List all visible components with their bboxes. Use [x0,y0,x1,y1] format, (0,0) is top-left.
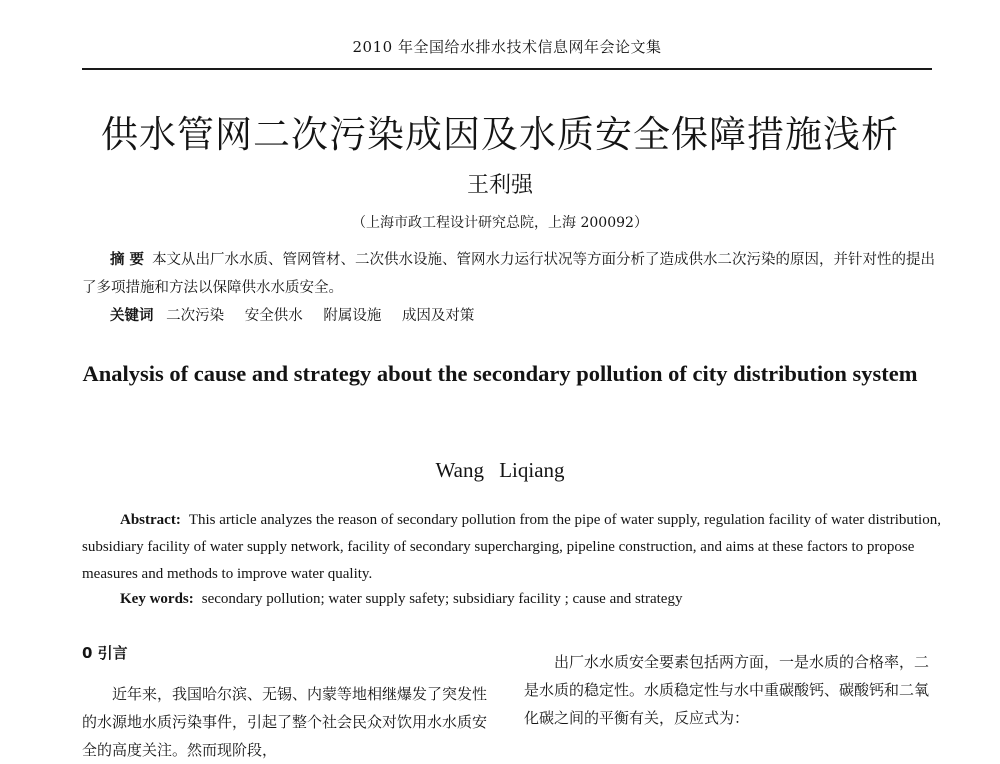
header-divider [82,68,932,70]
body-text-left-column: 近年来，我国哈尔滨、无锡、内蒙等地相继爆发了突发性的水源地水质污染事件，引起了整个社会民众对饮用水水质安全的高度关注。然而现阶段， [82,685,488,759]
abstract-en-text: This article analyzes the reason of secondary pollution from the pipe of water supply, regulation facility of water distribution, subsidiary facility of water supply network, facility of secondary supercharging, pipeline construction, and aims at these factors to propose measures and methods to improve water quality. [82,512,941,582]
paper-title-en: Analysis of cause and strategy about the secondary pollution of city distribution system [82,361,918,386]
keyword-cn: 二次污染 [166,308,225,324]
keyword-cn: 成因及对策 [401,308,475,324]
abstract-cn-label: 摘 要 [110,252,145,268]
abstract-en [82,507,942,588]
keywords-en-label: Key words: [120,591,194,607]
abstract-cn [82,246,942,302]
author-en: Wang Liqiang [435,458,565,482]
keywords-en [120,591,940,608]
affiliation-cn: （上海市政工程设计研究总院，上海 200092） [352,215,648,231]
paper-title-cn: 供水管网二次污染成因及水质安全保障措施浅析 [101,113,899,156]
keywords-cn [110,304,940,325]
keyword-cn: 安全供水 [244,308,303,324]
keywords-cn-label: 关键词 [110,308,154,324]
keyword-cn: 附属设施 [323,308,382,324]
author-cn: 王利强 [466,173,533,198]
section-heading: 0 引言 [82,644,128,662]
keywords-en-text: secondary pollution; water supply safety; subsidiary facility ; cause and strategy [201,591,683,607]
abstract-cn-text: 本文从出厂水水质、管网管材、二次供水设施、管网水力运行状况等方面分析了造成供水二次污染的原因，并针对性的提出了多项措施和方法以保障供水水质安全。 [82,252,936,296]
abstract-en-label: Abstract: [120,512,181,528]
body-text-right-column: 出厂水水质安全要素包括两方面，一是水质的合格率，二是水质的稳定性。水质稳定性与水中重碳酸钙、碳酸钙和二氧化碳之间的平衡有关，反应式为： [524,653,930,727]
running-header: 2010 年全国给水排水技术信息网年会论文集 [352,38,662,56]
